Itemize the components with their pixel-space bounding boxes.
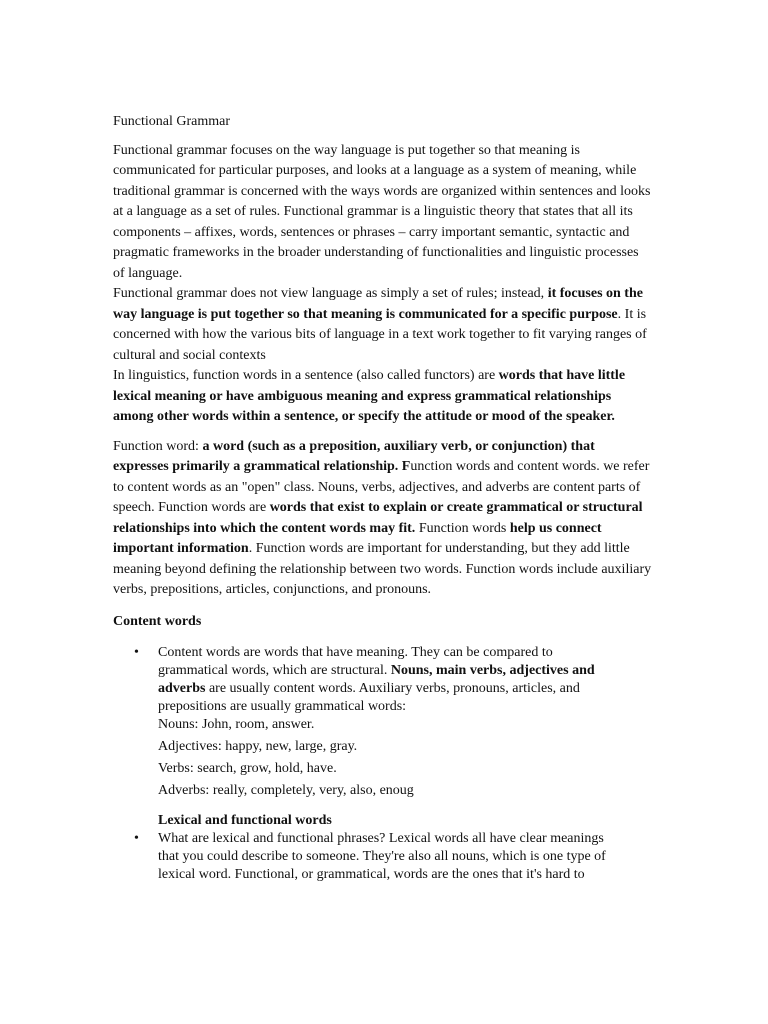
text-line: that you could describe to someone. They're also all nouns, which is one type of [158, 849, 606, 864]
text-run: . Function words are important for understanding, but they add little meaning beyond defining the relationship between two words. Function words include auxiliary verbs, prepositions, articles, conjunctions, and pronouns. [113, 541, 652, 597]
bold-run: Nouns, main verbs, adjectives and [390, 663, 595, 678]
text-run: grammatical words, which are structural. [158, 663, 391, 678]
bold-run: a word (such as a preposition, auxiliary verb, or conjunction) that expresses primarily a grammatical relationship. F [113, 438, 595, 474]
text-line: lexical word. Functional, or grammatical, words are the ones that it's hard to [158, 867, 585, 882]
text-run: In linguistics, function words in a sentence (also called functors) are [113, 368, 499, 383]
bullet-icon: • [134, 645, 139, 660]
text-line [158, 680, 653, 698]
text-run: are usually content words. Auxiliary verbs, pronouns, articles, and [205, 681, 580, 696]
text-line: What are lexical and functional phrases? Lexical words all have clear meanings [158, 831, 604, 846]
heading-lexical-functional: Lexical and functional words [158, 813, 332, 828]
lexical-words-list [113, 830, 653, 884]
example-nouns: Nouns: John, room, answer. [158, 717, 315, 732]
text-run: Function word: [113, 438, 203, 454]
text-line: Content words are words that have meaning. They can be compared to [158, 645, 553, 660]
paragraph-function-word-definition [113, 437, 653, 601]
text-run: Function words [415, 520, 510, 536]
text-line [158, 662, 653, 680]
example-adverbs: Adverbs: really, completely, very, also, enoug [158, 783, 414, 798]
bold-run: adverbs [158, 681, 206, 696]
example-adjectives: Adjectives: happy, new, large, gray. [158, 739, 358, 754]
list-item [113, 830, 653, 884]
bold-run: it focuses on the way language is put together so that meaning is communicated for a specific purpose [113, 286, 643, 322]
example-verbs: Verbs: search, grow, hold, have. [158, 761, 337, 776]
bold-run: help us connect important information [113, 520, 602, 556]
paragraph-function-words [113, 366, 653, 428]
document-body [113, 112, 653, 884]
paragraph-rules [113, 284, 653, 366]
bullet-icon: • [134, 831, 139, 846]
text-line: prepositions are usually grammatical words: [158, 699, 407, 714]
paragraph-functional-grammar: Functional grammar focuses on the way language is put together so that meaning is communicated for particular purposes, and looks at a language as a system of meaning, while traditional grammar is concerned with the ways words are organized within sentences and looks at a language as a set of rules. Functional grammar is a linguistic theory that states that all its components – affixes, words, sentences or phrases – carry important semantic, syntactic and pragmatic frameworks in the broader understanding of functionalities and linguistic processes of language. [113, 142, 651, 281]
bold-run: words that have little lexical meaning or have ambiguous meaning and express grammatical relationships among other words within a sentence, or specify the attitude or mood of the speaker. [113, 368, 626, 424]
text-run: unction words and content words. we refer to content words as an "open" class. Nouns, verbs, adjectives, and adverbs are content parts of speech. Function words are [113, 459, 650, 515]
document-title: Functional Grammar [113, 114, 231, 129]
list-item [113, 644, 653, 800]
text-run: Functional grammar does not view language as simply a set of rules; instead, [113, 286, 548, 301]
text-run: . It is concerned with how the various bits of language in a text work together to fit varying ranges of cultural and social contexts [113, 306, 647, 363]
content-words-list [113, 644, 653, 800]
heading-content-words: Content words [113, 613, 202, 629]
bold-run: words that exist to explain or create grammatical or structural relationships into which the content words may fit. [113, 500, 643, 536]
